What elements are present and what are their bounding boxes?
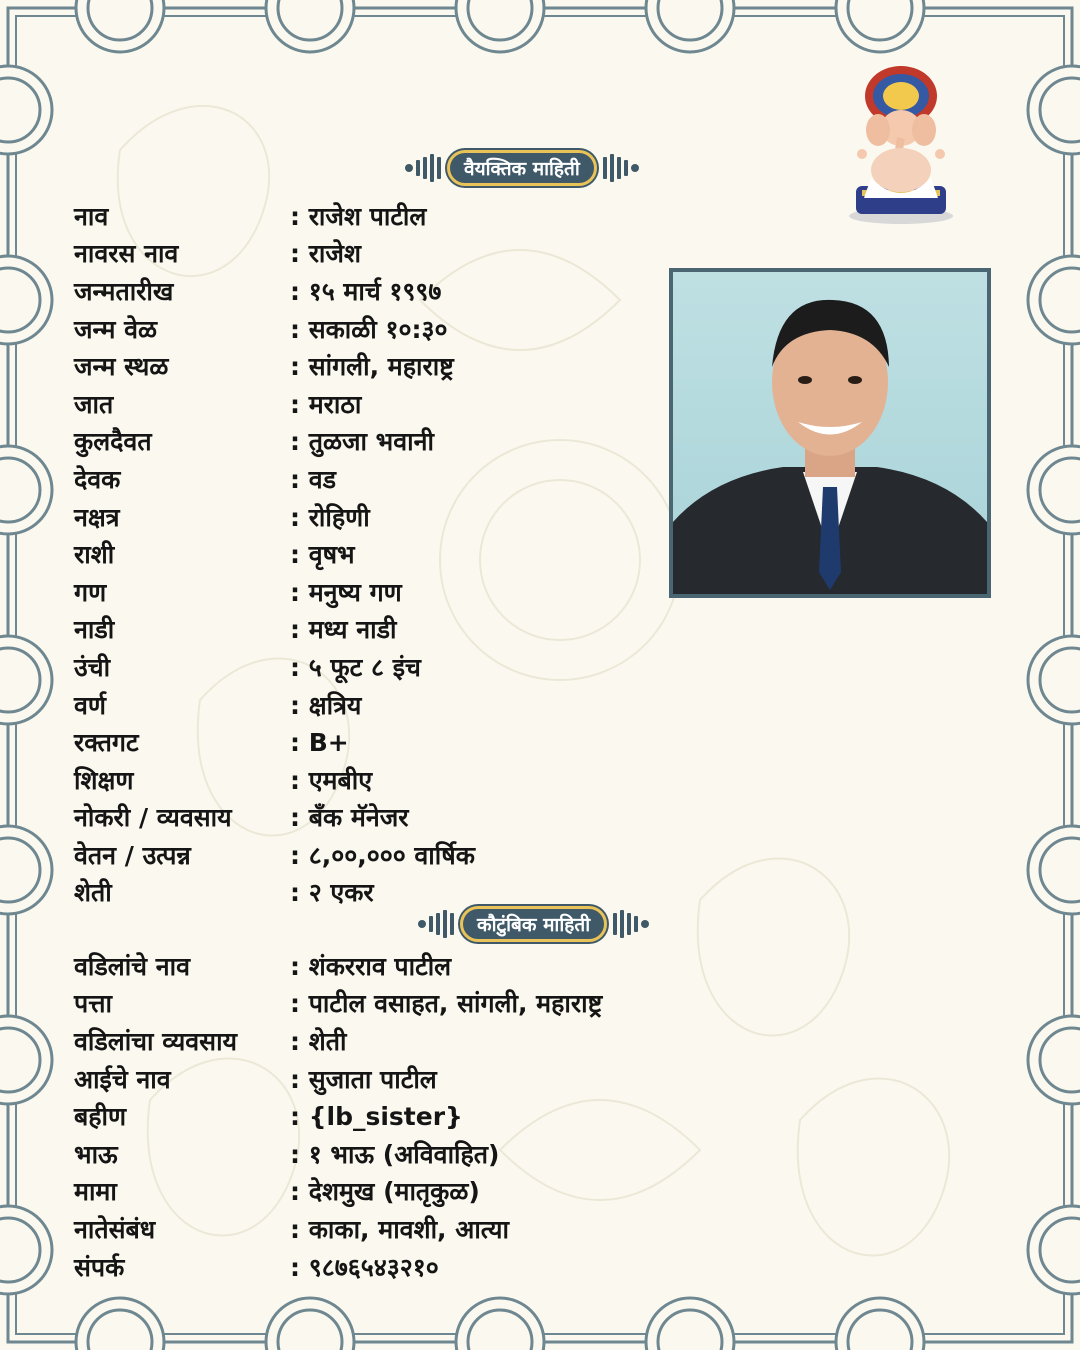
detail-row [74, 1097, 602, 1135]
detail-row [74, 498, 475, 536]
detail-value: : सुजाता पाटील [290, 1062, 437, 1096]
detail-row [74, 347, 475, 385]
detail-value: : ५ फूट ८ इंच [290, 650, 421, 684]
detail-label: जात [74, 389, 114, 419]
detail-value: : राजेश पाटील [290, 199, 426, 233]
detail-value: : मध्य नाडी [290, 612, 396, 646]
detail-row [74, 611, 475, 649]
detail-label: जन्म वेळ [74, 314, 158, 344]
detail-row [74, 1173, 602, 1211]
detail-row [74, 1022, 602, 1060]
detail-value: : तुळजा भवानी [290, 424, 434, 458]
detail-label: राशी [74, 540, 115, 570]
detail-label: नक्षत्र [74, 502, 120, 532]
detail-label: नाडी [74, 615, 115, 645]
detail-row [74, 874, 475, 912]
detail-value: : वड [290, 462, 336, 496]
detail-value: : ९८७६५४३२१० [290, 1250, 439, 1284]
detail-row [74, 272, 475, 310]
family-section-header [418, 906, 649, 942]
personal-section-header [405, 150, 639, 186]
detail-label: आईचे नाव [74, 1064, 171, 1094]
detail-row [74, 1060, 602, 1098]
detail-label: शिक्षण [74, 765, 134, 795]
detail-label: वर्ण [74, 690, 106, 720]
detail-row [74, 235, 475, 273]
detail-value: : काका, मावशी, आत्या [290, 1212, 509, 1246]
right-ornament [603, 154, 639, 182]
detail-label: उंची [74, 652, 111, 682]
detail-row [74, 535, 475, 573]
detail-value: : मराठा [290, 387, 361, 421]
detail-label: वडिलांचा व्यवसाय [74, 1026, 238, 1056]
detail-value: : २ एकर [290, 875, 374, 909]
detail-row [74, 1210, 602, 1248]
left-ornament [405, 154, 441, 182]
detail-value: : मनुष्य गण [290, 575, 402, 609]
detail-row [74, 1248, 602, 1286]
detail-value: : शंकरराव पाटील [290, 949, 451, 983]
detail-row [74, 310, 475, 348]
family-details-list [74, 947, 602, 1285]
detail-value: : क्षत्रिय [290, 688, 361, 722]
left-ornament [418, 910, 454, 938]
detail-row [74, 686, 475, 724]
detail-value: : वृषभ [290, 537, 355, 571]
detail-row [74, 723, 475, 761]
detail-value: : {lb_sister} [290, 1102, 463, 1131]
detail-label: नातेसंबंध [74, 1214, 156, 1244]
detail-row [74, 836, 475, 874]
detail-label: पत्ता [74, 989, 112, 1019]
ganesha-icon [838, 58, 964, 226]
detail-value: : देशमुख (मातृकुळ) [290, 1174, 480, 1208]
detail-label: जन्मतारीख [74, 276, 174, 306]
detail-row [74, 761, 475, 799]
detail-label: नाव [74, 201, 109, 231]
detail-label: शेती [74, 878, 112, 908]
detail-value: : सकाळी १०:३० [290, 312, 447, 346]
detail-row [74, 799, 475, 837]
detail-label: वेतन / उत्पन्न [74, 840, 191, 870]
detail-row [74, 197, 475, 235]
family-section-title: कौटुंबिक माहिती [460, 906, 607, 942]
detail-label: नोकरी / व्यवसाय [74, 803, 232, 833]
detail-row [74, 460, 475, 498]
detail-row [74, 423, 475, 461]
detail-value: : ८,००,००० वार्षिक [290, 838, 475, 872]
detail-label: नावरस नाव [74, 239, 179, 269]
detail-label: रक्तगट [74, 728, 139, 758]
detail-row [74, 573, 475, 611]
detail-value: : १५ मार्च १९९७ [290, 274, 441, 308]
personal-section-title: वैयक्तिक माहिती [447, 150, 597, 186]
detail-value: : बँक मॅनेजर [290, 800, 408, 834]
detail-value: : रोहिणी [290, 500, 370, 534]
right-ornament [613, 910, 649, 938]
profile-photo [669, 268, 991, 598]
detail-label: मामा [74, 1177, 117, 1207]
detail-label: वडिलांचे नाव [74, 951, 191, 981]
detail-label: देवक [74, 464, 121, 494]
detail-value: : राजेश [290, 236, 361, 270]
personal-details-list [74, 197, 475, 911]
detail-row [74, 985, 602, 1023]
detail-label: संपर्क [74, 1252, 125, 1282]
detail-label: भाऊ [74, 1139, 118, 1169]
detail-label: गण [74, 577, 107, 607]
detail-row [74, 1135, 602, 1173]
detail-row [74, 385, 475, 423]
detail-value: : १ भाऊ (अविवाहित) [290, 1137, 500, 1171]
detail-label: जन्म स्थळ [74, 352, 169, 382]
detail-value: : सांगली, महाराष्ट्र [290, 349, 454, 383]
detail-value: : शेती [290, 1024, 346, 1058]
detail-label: कुलदैवत [74, 427, 152, 457]
detail-value: : पाटील वसाहत, सांगली, महाराष्ट्र [290, 986, 602, 1020]
detail-label: बहीण [74, 1102, 127, 1132]
detail-value: : B+ [290, 728, 349, 757]
detail-row [74, 648, 475, 686]
detail-value: : एमबीए [290, 763, 372, 797]
detail-row [74, 947, 602, 985]
